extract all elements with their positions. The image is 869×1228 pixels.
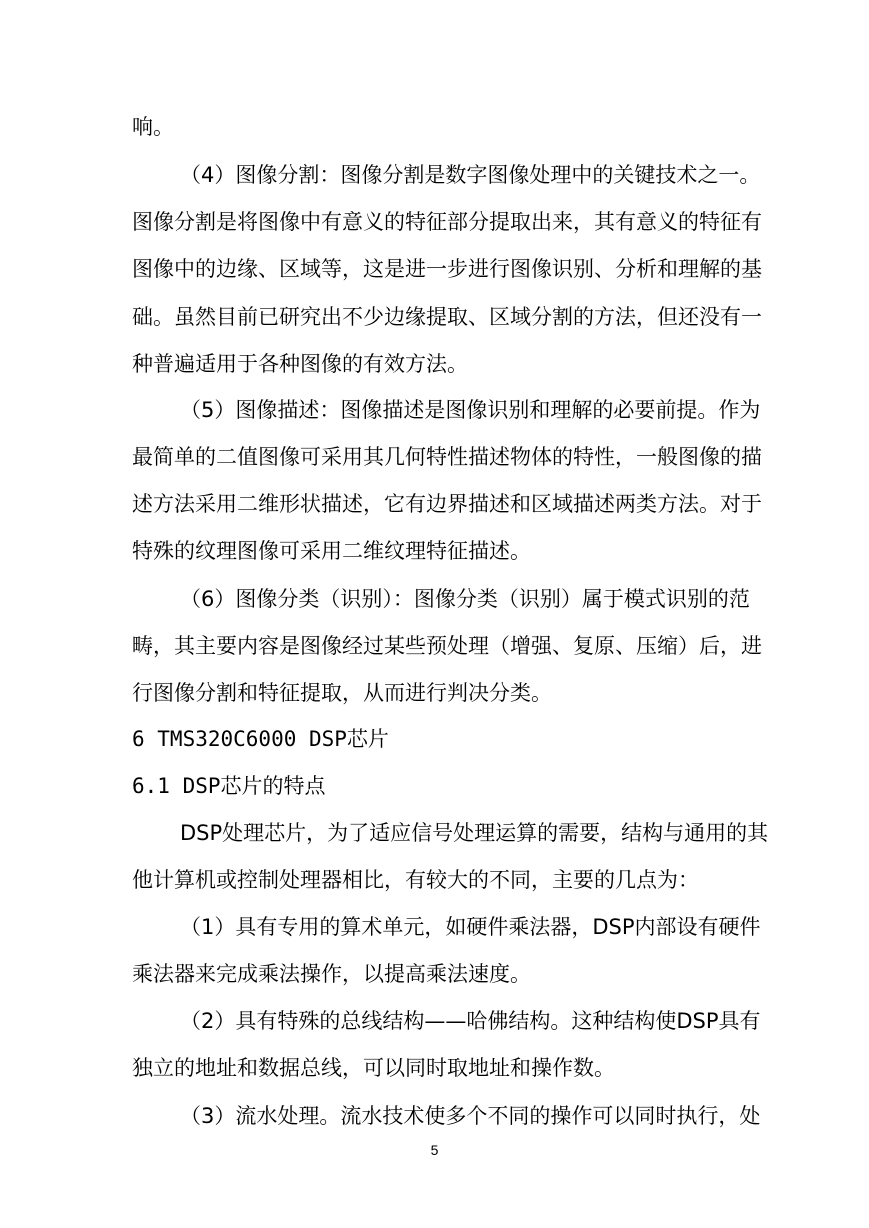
- section-heading: 6 TMS320C6000 DSP芯片: [132, 727, 389, 751]
- paragraph-text: （3）流水处理。流水技术使多个不同的操作可以同时执行，处: [180, 1104, 761, 1128]
- text-line: [0, 673, 869, 713]
- text-line: [0, 1096, 869, 1136]
- paragraph-text: （1）具有专用的算术单元，如硬件乘法器，DSP内部设有硬件: [180, 915, 761, 939]
- paragraph-text: （5）图像描述：图像描述是图像识别和理解的必要前提。作为: [180, 398, 761, 422]
- paragraph-text: 础。虽然目前已研究出不少边缘提取、区域分割的方法，但还没有一: [132, 305, 762, 329]
- paragraph-text: （2）具有特殊的总线结构——哈佛结构。这种结构使DSP具有: [180, 1009, 761, 1033]
- paragraph-text: 乘法器来完成乘法操作，以提高乘法速度。: [132, 962, 531, 986]
- paragraph-text: 独立的地址和数据总线，可以同时取地址和操作数。: [132, 1056, 615, 1080]
- subsection-heading: 6.1 DSP芯片的特点: [132, 774, 326, 798]
- paragraph-text: 他计算机或控制处理器相比，有较大的不同，主要的几点为：: [132, 868, 699, 892]
- text-line: [0, 107, 869, 147]
- paragraph-text: 图像中的边缘、区域等，这是进一步进行图像识别、分析和理解的基: [132, 257, 762, 281]
- page-number: 5: [430, 1142, 439, 1158]
- text-line: [0, 860, 869, 900]
- paragraph-text: 响。: [132, 115, 174, 139]
- text-line: [0, 813, 869, 853]
- text-line: [0, 626, 869, 666]
- text-line: [0, 390, 869, 430]
- paragraph-text: 畴，其主要内容是图像经过某些预处理（增强、复原、压缩）后，进: [132, 634, 762, 658]
- text-line: [0, 297, 869, 337]
- text-line: [0, 437, 869, 477]
- paragraph-text: 最简单的二值图像可采用其几何特性描述物体的特性，一般图像的描: [132, 445, 762, 469]
- text-line: [0, 344, 869, 384]
- text-line: [0, 954, 869, 994]
- paragraph-text: （4）图像分割：图像分割是数字图像处理中的关键技术之一。: [180, 163, 761, 187]
- text-line: [0, 249, 869, 289]
- text-line: [0, 484, 869, 524]
- text-line: [0, 1001, 869, 1041]
- text-line: [0, 907, 869, 947]
- paragraph-text: DSP处理芯片，为了适应信号处理运算的需要，结构与通用的其: [180, 821, 769, 845]
- text-line: [0, 579, 869, 619]
- paragraph-text: （6）图像分类（识别）：图像分类（识别）属于模式识别的范: [180, 587, 750, 611]
- paragraph-text: 种普遍适用于各种图像的有效方法。: [132, 352, 468, 376]
- paragraph-text: 特殊的纹理图像可采用二维纹理特征描述。: [132, 539, 531, 563]
- text-line: [0, 155, 869, 195]
- paragraph-text: 图像分割是将图像中有意义的特征部分提取出来，其有意义的特征有: [132, 210, 762, 234]
- text-line: [0, 531, 869, 571]
- subsection-heading-line: [0, 766, 869, 806]
- paragraph-text: 述方法采用二维形状描述，它有边界描述和区域描述两类方法。对于: [132, 492, 762, 516]
- text-line: [0, 202, 869, 242]
- text-line: [0, 1048, 869, 1088]
- paragraph-text: 行图像分割和特征提取，从而进行判决分类。: [132, 681, 552, 705]
- section-heading-line: [0, 719, 869, 759]
